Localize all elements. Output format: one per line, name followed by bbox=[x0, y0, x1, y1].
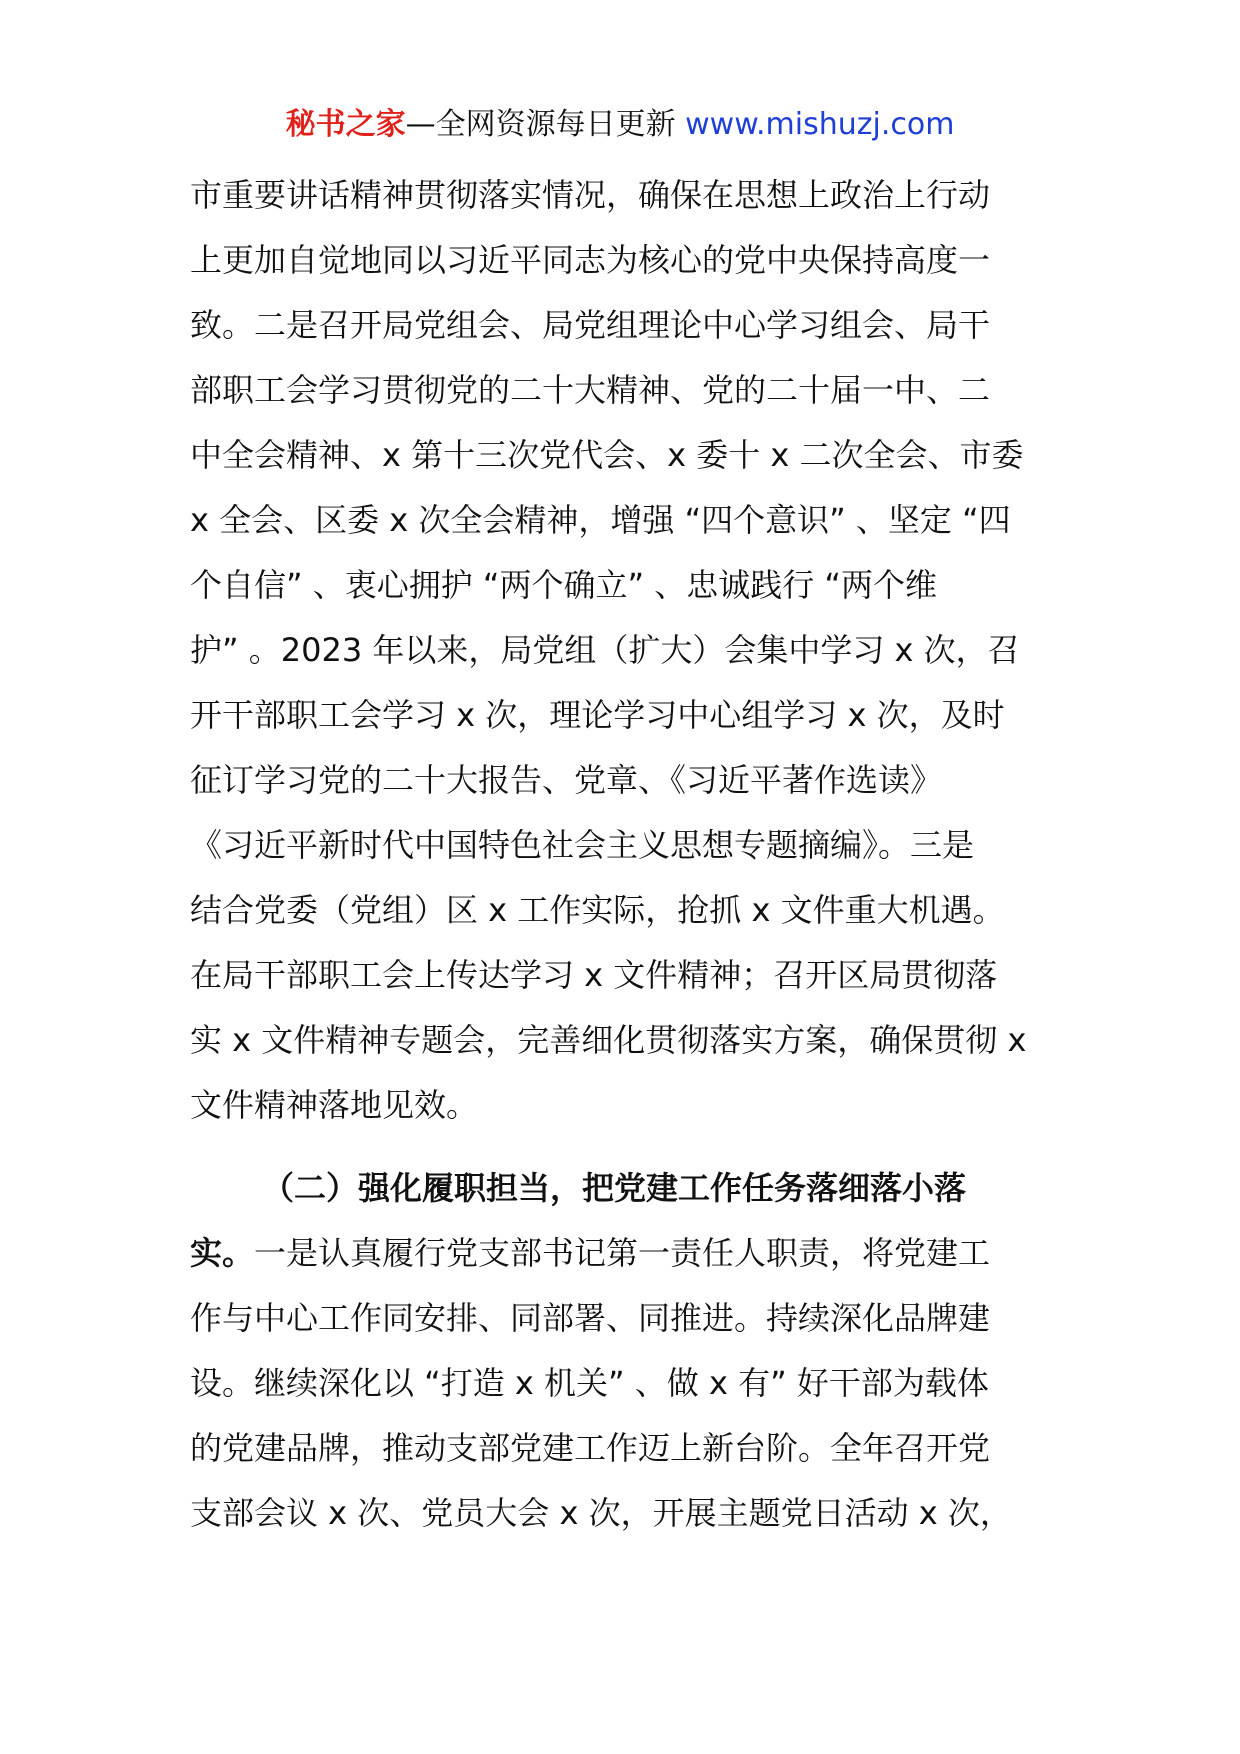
site-url-link[interactable]: www.mishuzj.com bbox=[685, 107, 955, 142]
paragraph-line: 作与中心工作同安排、同部署、同推进。持续深化品牌建 bbox=[190, 1299, 991, 1337]
page-header bbox=[0, 100, 1240, 150]
paragraph-line: 结合党委（党组）区 x 工作实际，抢抓 x 文件重大机遇。 bbox=[190, 891, 1005, 929]
paragraph-gap bbox=[190, 1138, 1060, 1156]
section-heading-end: 实。 bbox=[190, 1234, 255, 1272]
header-tagline: —全网资源每日更新 bbox=[405, 107, 686, 142]
paragraph-line: 在局干部职工会上传达学习 x 文件精神；召开区局贯彻落 bbox=[190, 956, 998, 994]
paragraph-line: 个自信” 、衷心拥护 “两个确立” 、忠诚践行 “两个维 bbox=[190, 566, 938, 604]
paragraph-line: 中全会精神、x 第十三次党代会、x 委十 x 二次全会、市委 bbox=[190, 436, 1024, 474]
brand-name: 秘书之家 bbox=[285, 107, 406, 142]
paragraph-line: 护” 。2023 年以来，局党组（扩大）会集中学习 x 次，召 bbox=[190, 631, 1020, 669]
paragraph-line: 支部会议 x 次、党员大会 x 次，开展主题党日活动 x 次， bbox=[190, 1494, 1012, 1532]
paragraph-line: 市重要讲话精神贯彻落实情况，确保在思想上政治上行动 bbox=[190, 176, 991, 214]
paragraph-line: 开干部职工会学习 x 次，理论学习中心组学习 x 次，及时 bbox=[190, 696, 1005, 734]
paragraph-line: x 全会、区委 x 次全会精神，增强 “四个意识” 、坚定 “四 bbox=[190, 501, 1011, 539]
paragraph-text: 一是认真履行党支部书记第一责任人职责，将党建工 bbox=[254, 1234, 991, 1272]
paragraph-line: 文件精神落地见效。 bbox=[190, 1086, 479, 1124]
paragraph-line: 实 x 文件精神专题会，完善细化贯彻落实方案，确保贯彻 x bbox=[190, 1021, 1027, 1059]
paragraph-line bbox=[190, 1221, 1060, 1286]
paragraph-line: 设。继续深化以 “打造 x 机关” 、做 x 有” 好干部为载体 bbox=[190, 1364, 989, 1402]
paragraph-line: 部职工会学习贯彻党的二十大精神、党的二十届一中、二 bbox=[190, 371, 991, 409]
paragraph-line: 致。二是召开局党组会、局党组理论中心学习组会、局干 bbox=[190, 306, 991, 344]
paragraph-line: 征订学习党的二十大报告、党章、《习近平著作选读》 bbox=[190, 761, 943, 799]
paragraph-line: 上更加自觉地同以习近平同志为核心的党中央保持高度一 bbox=[190, 241, 991, 279]
paragraph-line: 《习近平新时代中国特色社会主义思想专题摘编》。三是 bbox=[190, 826, 975, 864]
document-body bbox=[190, 163, 1060, 1546]
section-heading: （二）强化履职担当，把党建工作任务落细落小落 bbox=[262, 1169, 967, 1207]
paragraph-line: 的党建品牌，推动支部党建工作迈上新台阶。全年召开党 bbox=[190, 1429, 991, 1467]
